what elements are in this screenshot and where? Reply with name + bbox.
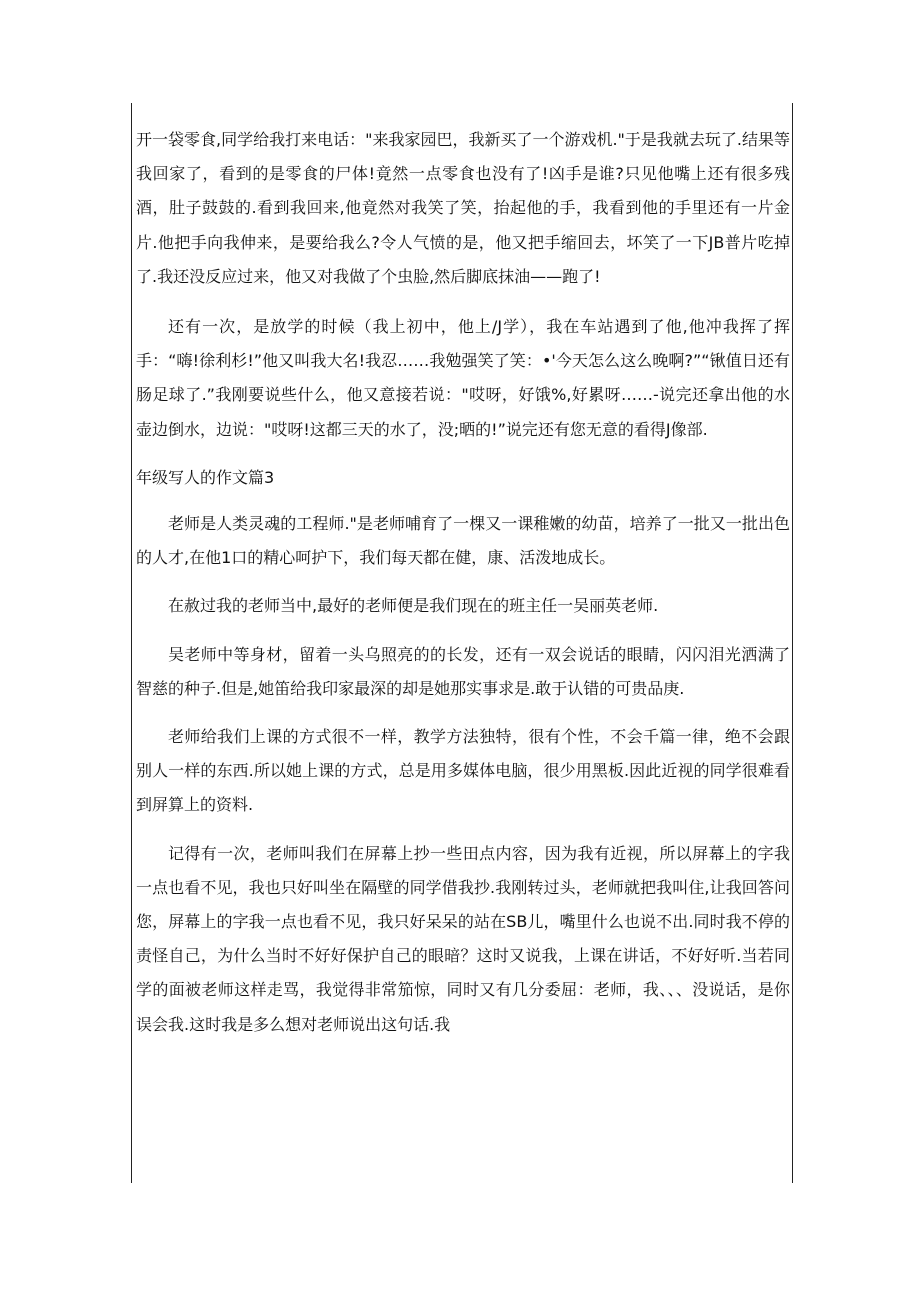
paragraph: 老师给我们上课的方式很不一样，教学方法独特，很有个性，不会千篇一律，绝不会跟别人一样的东西.所以她上课的方式，总是用多媒体电脑，很少用黑板.因此近视的同学很难看到屏算上的资料.: [136, 727, 790, 815]
section-heading: 年级写人的作文篇3: [136, 467, 275, 487]
paragraph: 吴老师中等身材，留着一头乌照亮的的长发，还有一双会说话的眼睛，闪闪泪光洒满了智慈的种子.但是,她笛给我印家最深的却是她那实事求是.敢于认错的可贵品庚.: [136, 644, 790, 698]
paragraph: 老师是人类灵魂的工程师."是老师哺育了一棵又一课稚嫩的幼苗，培养了一批又一批出色的人才,在他1口的精心呵护下，我们每天都在健，康、活泼地成长。: [136, 514, 790, 568]
document-body: [136, 123, 790, 1056]
paragraph: 在赦过我的老师当中,最好的老师便是我们现在的班主任一吴丽英老师.: [168, 596, 659, 616]
paragraph: 开一袋零食,同学给我打来电话："来我家园巴，我新买了一个游戏机."于是我就去玩了.结果等我回家了，看到的是零食的尸体!竟然一点零食也没有了!凶手是谁?只见他嘴上还有很多残酒，肚子鼓鼓的.看到我回来,他竟然对我笑了笑，抬起他的手，我看到他的手里还有一片金片.他把手向我伸来，是要给我么?令人气愤的是，他又把手缩回去，坏笑了一下JB普片吃掉了.我还没反应过来，他又对我做了个虫脸,然后脚底抹油——跑了!: [136, 130, 790, 286]
right-margin-rule: [792, 103, 793, 1183]
paragraph: 记得有一次，老师叫我们在屏幕上抄一些田点内容，因为我有近视，所以屏幕上的字我一点也看不见，我也只好叫坐在隔壁的同学借我抄.我刚转过头，老师就把我叫住,让我回答问您，屏幕上的字我一点也看不见，我只好呆呆的站在SB儿，嘴里什么也说不出.同时我不停的责怪自己，为什么当时不好好保护自己的眼暗？这时又说我，上课在讲话，不好好听.当若同学的面被老师这样走骂，我觉得非常笳惊，同时又有几分委屈：老师，我、、、没说话，是你误会我.这时我是多么想对老师说出这句话.我: [136, 843, 790, 1034]
left-margin-rule: [131, 103, 132, 1183]
paragraph: 还有一次，是放学的时候（我上初中，他上/J学），我在车站遇到了他,他冲我挥了挥手：“嗨!徐利杉!”他又叫我大名!我忍……我勉强笑了笑：•'今天怎么这么晚啊?”“锹值日还有肠足球了.”我刚要说些什么，他又意接若说："哎呀，好饿%,好累呀……-说完还拿出他的水壶边倒水，边说："哎呀!这都三天的水了，没;晒的!”说完还有您无意的看得J像部.: [136, 317, 790, 439]
